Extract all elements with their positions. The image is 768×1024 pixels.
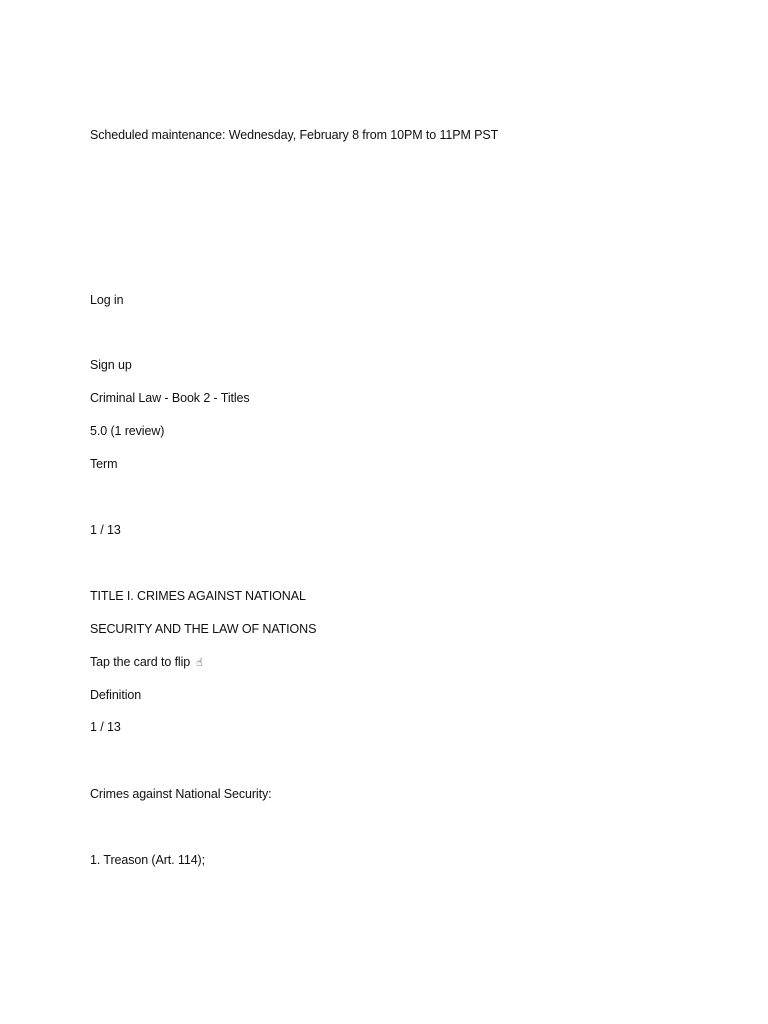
definition-text-line-1: Crimes against National Security:	[90, 787, 272, 801]
term-counter: 1 / 13	[90, 523, 121, 537]
definition-text-line-2: 1. Treason (Art. 114);	[90, 853, 205, 867]
term-label: Term	[90, 457, 118, 471]
term-text-line-2[interactable]: SECURITY AND THE LAW OF NATIONS	[90, 622, 317, 636]
term-text-line-1[interactable]: TITLE I. CRIMES AGAINST NATIONAL	[90, 589, 306, 603]
flip-hint-label: Tap the card to flip	[90, 655, 191, 669]
definition-label: Definition	[90, 688, 142, 702]
definition-counter: 1 / 13	[90, 720, 121, 734]
maintenance-banner: Scheduled maintenance: Wednesday, February 8 from 10PM to 11PM PST	[90, 128, 499, 142]
signup-link[interactable]: Sign up	[90, 358, 132, 372]
flip-hint[interactable]	[90, 654, 203, 671]
login-link[interactable]: Log in	[90, 293, 124, 307]
set-title: Criminal Law - Book 2 - Titles	[90, 391, 250, 405]
pointing-finger-icon: ☝	[196, 657, 203, 669]
set-rating: 5.0 (1 review)	[90, 424, 165, 438]
